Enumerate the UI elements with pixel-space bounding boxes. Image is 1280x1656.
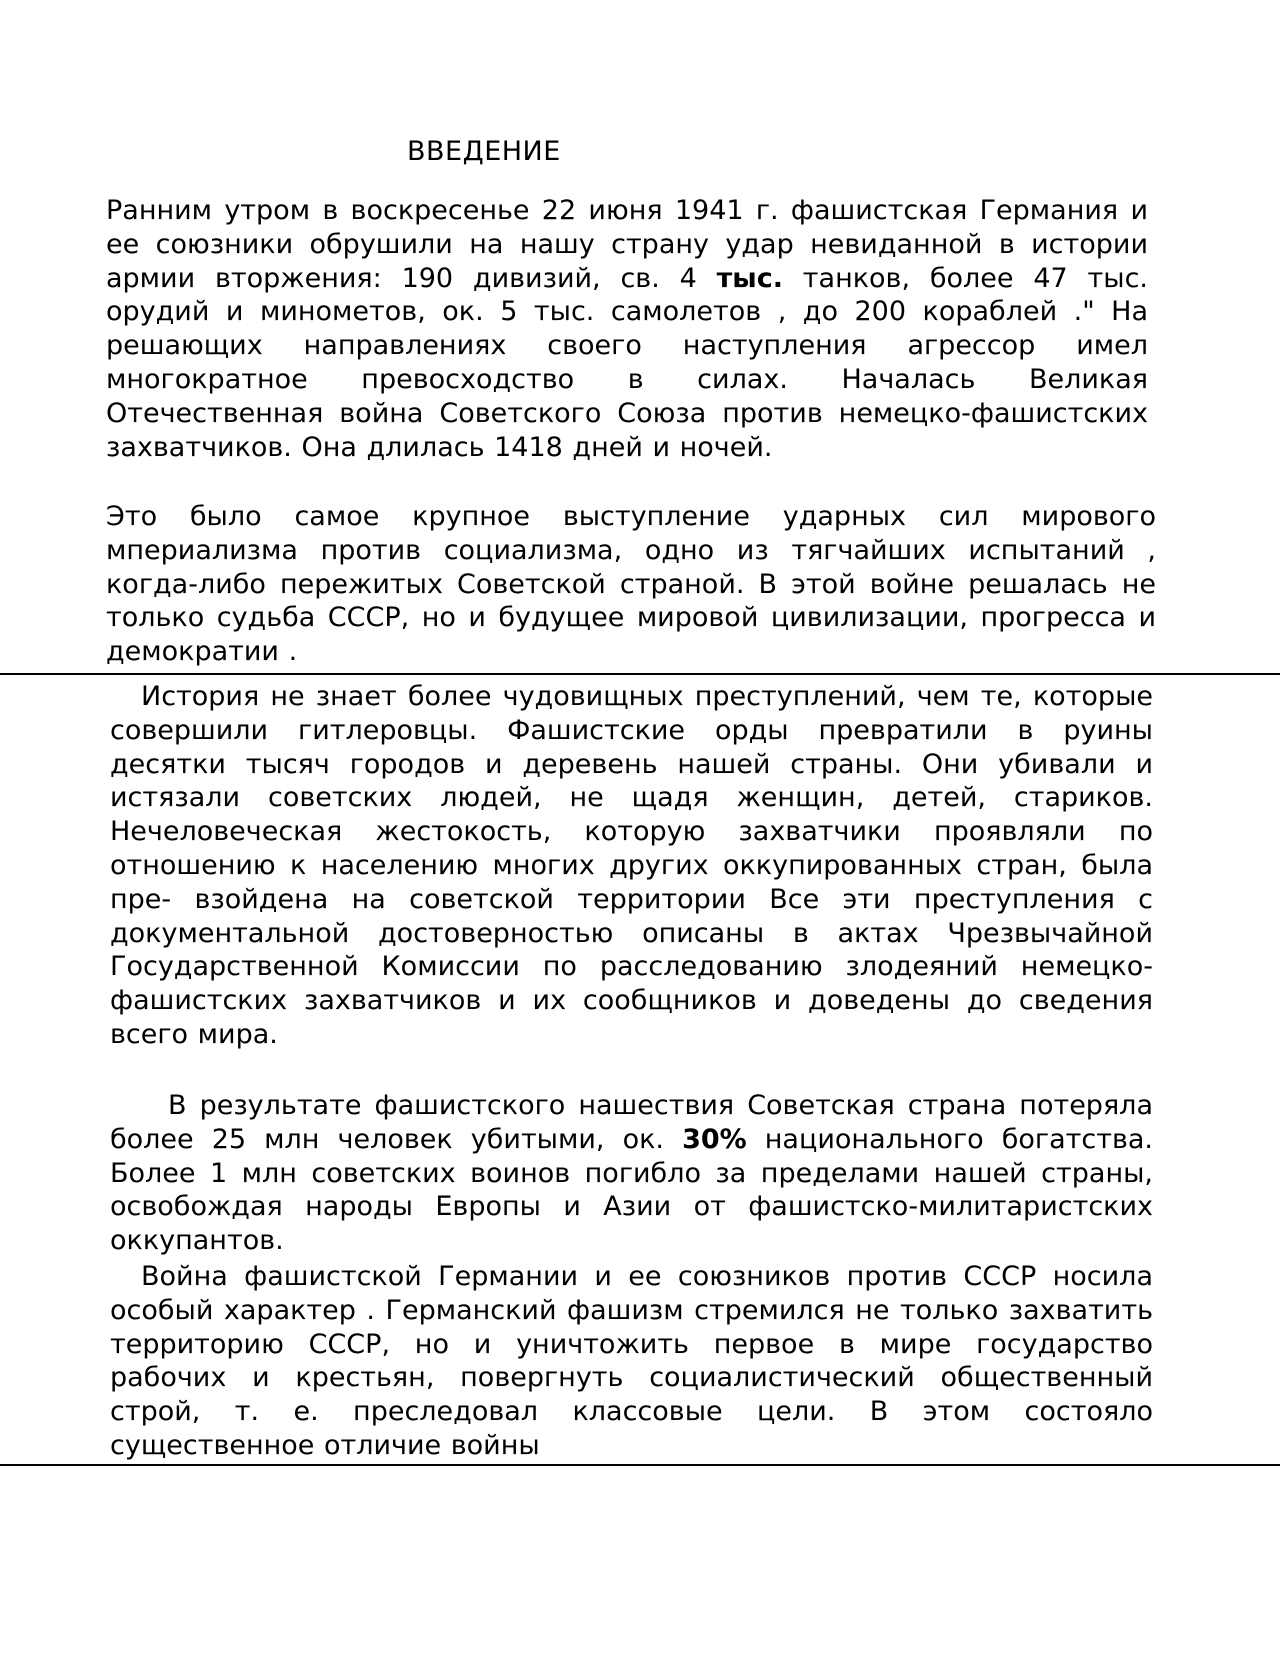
paragraph-1-bold: тыс. (716, 262, 783, 294)
section-rule-bottom (0, 1464, 1280, 1466)
paragraph-1-text-a: Ранним утром в воскресенье 22 июня 1941 г. фашистская Германия и ее союзники обрушили на нашу страну удар невиданной в истории армии вторжения: 190 дивизий, св. 4 (106, 195, 1148, 294)
paragraph-4-text-a: В результате фашистского нашествия Советская страна потеряла более 25 млн человек убитыми, ок. (110, 1090, 1153, 1155)
paragraph-4 (110, 1089, 1153, 1258)
paragraph-1 (106, 194, 1148, 464)
paragraph-2: Это было самое крупное выступление ударных сил мирового мпериализма против социализма, одно из тягчайших испытаний , когда-либо пережитых Советской страной. В этой войне решалась не только судьба СССР, но и будущее мировой цивилизации, прогресса и демократии . (106, 501, 1156, 668)
paragraph-4-text-b: национального богатства. Более 1 млн советских воинов погибло за пределами нашей страны, освобождая народы Европы и Азии от фашистско-милитаристских оккупантов. (110, 1123, 1153, 1257)
paragraph-5: Война фашистской Германии и ее союзников против СССР носила особый характер . Германский фашизм стремился не только захватить территорию СССР, но и уничтожить первое в мире государство рабочих и крестьян, повергнуть социалистический общественный строй, т. е. преследовал классовые цели. В этом состояло существенное отличие войны (110, 1261, 1153, 1461)
section-rule-top (0, 673, 1280, 675)
paragraph-1-text-b: танков, более 47 тыс. орудий и минометов, ок. 5 тыс. самолетов , до 200 кораблей ." На решающих направлениях своего наступления агрессор имел многократное превосходство в силах. Началась Великая Отечественная война Советского Союза против немецко-фашистских захватчиков. Она длилась 1418 дней и ночей. (106, 262, 1148, 463)
paragraph-4-bold: 30% (682, 1123, 747, 1155)
page-title: ВВЕДЕНИЕ (407, 136, 561, 167)
paragraph-3: История не знает более чудовищных преступлений, чем те, которые совершили гитлеровцы. Фашистские орды превратили в руины десятки тысяч городов и деревень нашей страны. Они убивали и истязали советских людей, не щадя женщин, детей, стариков. Нечеловеческая жестокость, которую захватчики проявляли по отношению к населению многих других оккупированных стран, была пре- взойдена на советской территории Все эти преступления с документальной достоверностью описаны в актах Чрезвычайной Государственной Комиссии по расследованию злодеяний немецко-фашистских захватчиков и их сообщников и доведены до сведения всего мира. (110, 681, 1153, 1050)
